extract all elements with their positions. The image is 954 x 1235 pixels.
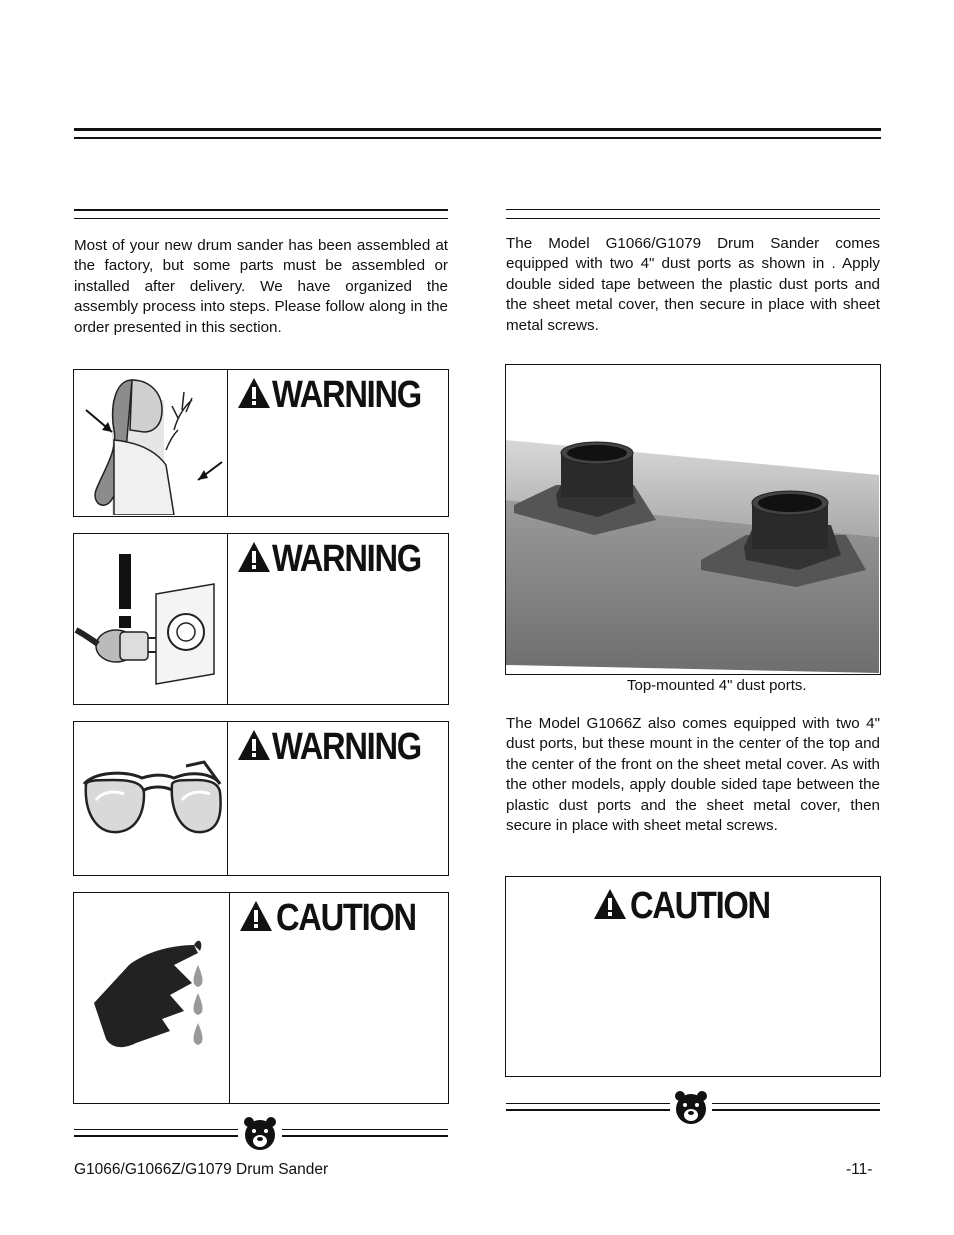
warning-signal-word: WARNING bbox=[272, 726, 421, 768]
right-bear-rule-3 bbox=[712, 1103, 880, 1104]
warning-triangle-icon bbox=[237, 376, 271, 410]
box-divider bbox=[227, 722, 228, 875]
caution-box-sharp-edges bbox=[73, 892, 449, 1104]
left-bear-rule-4 bbox=[282, 1135, 448, 1137]
dust-ports-photo bbox=[506, 365, 879, 673]
safety-glasses-icon bbox=[74, 722, 227, 875]
warning-box-electrical bbox=[73, 533, 449, 705]
left-bear-rule-2 bbox=[74, 1135, 238, 1137]
footer-page-number: -11- bbox=[846, 1161, 873, 1178]
g1066z-paragraph: The Model G1066Z also comes equipped with two 4" dust ports, but these mount in the center of the top and the center of the front on the sheet metal cover. As with the other models, apply double sided tape between the plastic dust ports and the sheet metal cover, then secure in place with sheet metal screws. bbox=[506, 715, 880, 835]
right-section-rule-top bbox=[506, 209, 880, 210]
box-divider bbox=[227, 370, 228, 516]
warning-signal-word: WARNING bbox=[272, 374, 421, 416]
long-hair-safety-icon bbox=[74, 370, 227, 516]
dust-ports-figure bbox=[505, 364, 881, 675]
header-rule-bottom bbox=[74, 137, 881, 139]
sharp-edge-finger-icon bbox=[74, 893, 229, 1103]
warning-signal-word: WARNING bbox=[272, 538, 421, 580]
caution-triangle-icon bbox=[239, 899, 273, 933]
warning-box-hair bbox=[73, 369, 449, 517]
caution-signal-word: CAUTION bbox=[276, 897, 416, 939]
left-section-rule-top bbox=[74, 209, 448, 211]
left-bear-rule-3 bbox=[282, 1129, 448, 1130]
caution-signal-word: CAUTION bbox=[630, 885, 770, 927]
bear-logo-icon bbox=[240, 1114, 280, 1154]
warning-triangle-icon bbox=[237, 540, 271, 574]
right-bear-rule-1 bbox=[506, 1103, 670, 1104]
left-bear-rule-1 bbox=[74, 1129, 238, 1130]
header-rule-top bbox=[74, 128, 881, 131]
power-plug-exclamation-icon bbox=[74, 534, 227, 704]
caution-box-right bbox=[505, 876, 881, 1077]
footer-model: G1066/G1066Z/G1079 Drum Sander bbox=[74, 1161, 329, 1178]
intro-paragraph: Most of your new drum sander has been assembled at the factory, but some parts must be assembled or installed after delivery. We have organized the assembly process into steps. Please follow along in the order presented in this section. bbox=[74, 237, 448, 336]
right-bear-rule-4 bbox=[712, 1109, 880, 1111]
bear-logo-icon bbox=[671, 1088, 711, 1128]
right-bear-rule-2 bbox=[506, 1109, 670, 1111]
right-section-rule-bottom bbox=[506, 218, 880, 219]
caution-triangle-icon bbox=[593, 887, 627, 921]
figure-caption: Top-mounted 4" dust ports. bbox=[627, 677, 807, 694]
warning-box-eye-protection bbox=[73, 721, 449, 876]
warning-triangle-icon bbox=[237, 728, 271, 762]
box-divider bbox=[227, 534, 228, 704]
left-section-rule-bottom bbox=[74, 218, 448, 219]
box-divider bbox=[229, 893, 230, 1103]
dust-port-intro-paragraph: The Model G1066/G1079 Drum Sander comes equipped with two 4" dust ports as shown in . Apply double sided tape between the plastic dust ports and the sheet metal cover, then secure in place with sheet metal screws. bbox=[506, 235, 880, 334]
